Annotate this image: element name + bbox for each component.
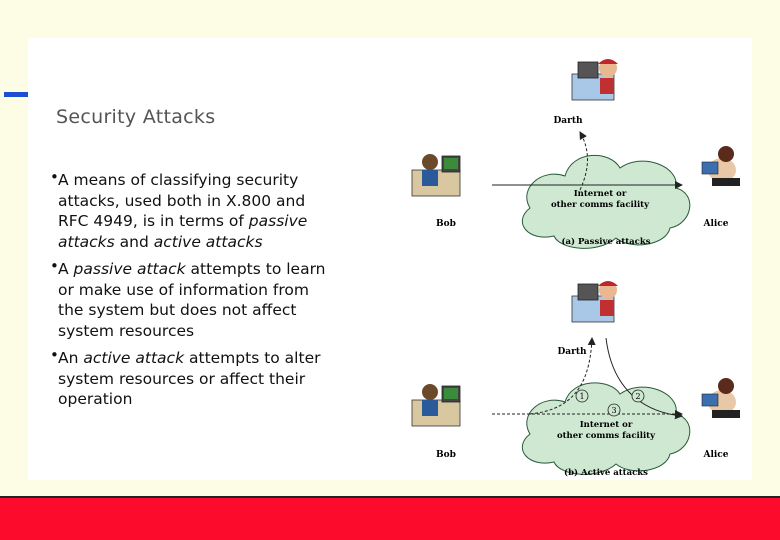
bullet-text: and [114, 232, 154, 251]
darth-label: Darth [557, 347, 587, 357]
step-1-label: 1 [579, 392, 585, 401]
alice-figure [702, 378, 740, 418]
bob-label: Bob [436, 219, 456, 229]
slide-content [28, 38, 752, 480]
bullet-item [50, 168, 336, 252]
caption-active: (b) Active attacks [564, 468, 648, 478]
bullet-term: active attack [83, 349, 185, 367]
alice-label: Alice [703, 450, 729, 460]
cloud-label-line1: Internet or [573, 189, 627, 199]
bullet-item [50, 346, 336, 410]
bullet-text: A means of classifying security attacks, used both in X.800 and RFC 4949, is in terms of [58, 171, 306, 230]
bullet-dot: • [50, 346, 59, 364]
step-2-label: 2 [635, 392, 641, 401]
darth-label: Darth [553, 116, 583, 126]
bob-figure [412, 384, 460, 426]
caption-passive: (a) Passive attacks [561, 237, 651, 247]
darth-figure [572, 281, 618, 322]
bullet-term: passive attacks [58, 212, 308, 251]
alice-figure [702, 146, 740, 186]
darth-figure [572, 59, 618, 100]
bullet-item [50, 257, 336, 341]
cloud-label-line2: other comms facility [550, 200, 650, 210]
bullet-term: passive attack [73, 260, 186, 278]
attack-diagram [380, 38, 752, 480]
bullet-dot: • [50, 168, 59, 186]
bullet-text: attempts to alter system resources or affect their operation [58, 349, 321, 408]
cloud-label-line2: other comms facility [556, 431, 656, 441]
bob-figure [412, 154, 460, 196]
slide-title: Security Attacks [56, 106, 216, 128]
bullet-term: active attacks [153, 232, 263, 251]
bullet-dot: • [50, 257, 59, 275]
step-3-label: 3 [611, 406, 617, 415]
footer-band [0, 496, 780, 540]
cloud-label-line1: Internet or [579, 420, 633, 430]
bullet-list [50, 168, 336, 417]
bullet-text: An [58, 349, 84, 367]
title-accent-bar [4, 92, 28, 97]
alice-label: Alice [703, 219, 729, 229]
bullet-text: attempts to learn or make use of information from the system but does not affect system resources [58, 260, 326, 340]
bob-label: Bob [436, 450, 456, 460]
bullet-text: A [58, 260, 74, 278]
